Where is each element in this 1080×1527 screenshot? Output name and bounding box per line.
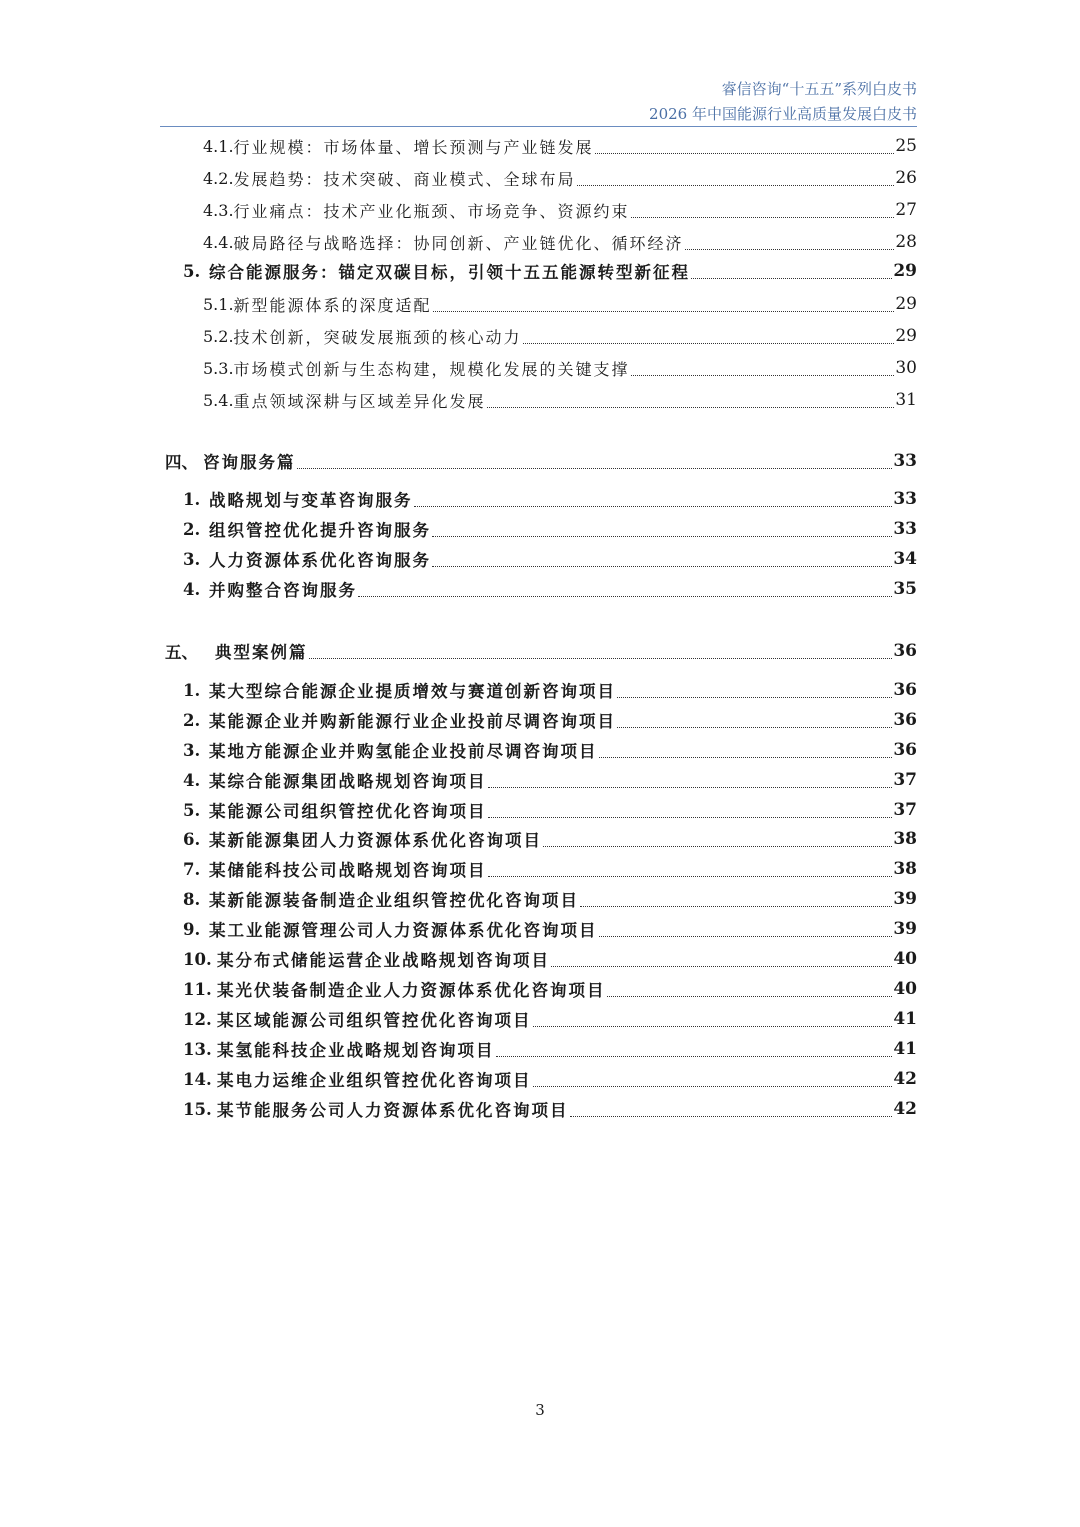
toc-dot-leader: [617, 697, 892, 698]
toc-dot-leader: [685, 249, 895, 250]
toc-entry-page: 29: [893, 261, 917, 281]
toc-entry-page: 29: [895, 326, 917, 346]
toc-entry[interactable]: [183, 1006, 917, 1032]
toc-entry[interactable]: [183, 576, 917, 602]
toc-entry-number: 5.3.: [203, 358, 234, 378]
toc-dot-leader: [523, 343, 895, 344]
toc-entry-page: 42: [893, 1099, 917, 1119]
toc-entry-title: 人力资源体系优化咨询服务: [209, 551, 431, 570]
toc-entry-number: 5.: [183, 800, 201, 820]
toc-entry-page: 40: [893, 949, 917, 969]
toc-dot-leader: [631, 375, 895, 376]
toc-entry[interactable]: [183, 516, 917, 542]
toc-entry[interactable]: [203, 355, 917, 381]
toc-entry[interactable]: [183, 546, 917, 572]
toc-entry-title: 某区域能源公司组织管控优化咨询项目: [217, 1011, 532, 1030]
toc-entry-number: 5.2.: [203, 326, 234, 346]
toc-entry-page: 41: [893, 1009, 917, 1029]
page-number: 3: [535, 1401, 545, 1419]
toc-dot-leader: [570, 1116, 893, 1117]
toc-entry-number: 4.1.: [203, 136, 234, 156]
toc-entry[interactable]: [183, 707, 917, 733]
toc-entry-title: 行业痛点：技术产业化瓶颈、市场竞争、资源约束: [233, 201, 630, 221]
toc-dot-leader: [543, 846, 892, 847]
toc-entry-page: 37: [893, 770, 917, 790]
toc-entry-number: 2.: [183, 519, 201, 539]
toc-entry[interactable]: [183, 1066, 917, 1092]
toc-entry-page: 38: [893, 859, 917, 879]
toc-entry-number: 五、: [165, 643, 198, 662]
toc-dot-leader: [533, 1086, 893, 1087]
toc-entry-number: 13.: [183, 1039, 212, 1059]
toc-dot-leader: [358, 596, 892, 597]
toc-entry[interactable]: [203, 197, 917, 223]
toc-entry[interactable]: [183, 856, 917, 882]
toc-entry-title: 组织管控优化提升咨询服务: [209, 521, 431, 540]
toc-entry-number: 5.4.: [203, 390, 234, 410]
toc-dot-leader: [691, 278, 892, 279]
toc-entry-title: 重点领域深耕与区域差异化发展: [233, 391, 486, 411]
toc-entry[interactable]: [183, 886, 917, 912]
toc-entry[interactable]: [183, 946, 917, 972]
toc-entry[interactable]: [203, 387, 917, 413]
toc-dot-leader: [414, 506, 893, 507]
toc-dot-leader: [551, 966, 892, 967]
toc-entry-page: 38: [893, 829, 917, 849]
toc-entry-title: 破局路径与战略选择：协同创新、产业链优化、循环经济: [233, 233, 684, 253]
toc-entry-number: 7.: [183, 859, 201, 879]
toc-entry-page: 31: [895, 390, 917, 410]
toc-entry-title: 某节能服务公司人力资源体系优化咨询项目: [217, 1101, 569, 1120]
toc-entry-number: 1.: [183, 680, 201, 700]
toc-entry-number: 9.: [183, 919, 201, 939]
toc-entry-number: 四、: [165, 453, 198, 472]
toc-entry-page: 36: [893, 710, 917, 730]
toc-entry-page: 26: [895, 168, 917, 188]
toc-entry-title: 某储能科技公司战略规划咨询项目: [209, 861, 487, 880]
toc-entry[interactable]: [183, 767, 917, 793]
toc-dot-leader: [599, 936, 893, 937]
toc-entry-title: 某大型综合能源企业提质增效与赛道创新咨询项目: [209, 682, 616, 701]
toc-dot-leader: [432, 536, 892, 537]
toc-dot-leader: [533, 1026, 893, 1027]
toc-dot-leader: [617, 727, 892, 728]
toc-dot-leader: [631, 217, 895, 218]
toc-entry-page: 33: [893, 451, 917, 471]
toc-entry[interactable]: [203, 133, 917, 159]
toc-dot-leader: [488, 817, 893, 818]
toc-entry[interactable]: [203, 165, 917, 191]
toc-dot-leader: [487, 407, 895, 408]
toc-entry-page: 36: [893, 680, 917, 700]
toc-entry-number: 5.: [183, 261, 201, 281]
toc-entry[interactable]: [203, 291, 917, 317]
toc-entry-number: 4.: [183, 770, 201, 790]
toc-entry[interactable]: [203, 229, 917, 255]
toc-entry[interactable]: [165, 448, 917, 474]
toc-entry[interactable]: [183, 677, 917, 703]
toc-entry-page: 25: [895, 136, 917, 156]
toc-entry-page: 35: [893, 579, 917, 599]
toc-entry-number: 4.2.: [203, 168, 234, 188]
toc-entry[interactable]: [183, 486, 917, 512]
toc-entry-number: 2.: [183, 710, 201, 730]
toc-entry-title: 咨询服务篇: [203, 453, 296, 472]
toc-entry[interactable]: [183, 976, 917, 1002]
toc-entry-page: 36: [893, 641, 917, 661]
toc-entry-number: 4.4.: [203, 232, 234, 252]
toc-entry-title: 发展趋势：技术突破、商业模式、全球布局: [233, 169, 576, 189]
toc-dot-leader: [297, 468, 893, 469]
toc-entry-title: 某分布式储能运营企业战略规划咨询项目: [217, 951, 550, 970]
toc-entry-number: 3.: [183, 549, 201, 569]
toc-entry[interactable]: [183, 1036, 917, 1062]
toc-entry-page: 29: [895, 294, 917, 314]
toc-entry-title: 某氢能科技企业战略规划咨询项目: [217, 1041, 495, 1060]
toc-entry-number: 11.: [183, 979, 212, 999]
toc-entry-number: 12.: [183, 1009, 212, 1029]
toc-entry[interactable]: [183, 1096, 917, 1122]
toc-entry-page: 33: [893, 489, 917, 509]
toc-dot-leader: [595, 153, 895, 154]
toc-entry-page: 39: [893, 889, 917, 909]
toc-entry-page: 34: [893, 549, 917, 569]
header-divider: [160, 126, 917, 127]
toc-entry-title: 某新能源装备制造企业组织管控优化咨询项目: [209, 891, 579, 910]
toc-dot-leader: [580, 906, 892, 907]
toc-entry-page: 33: [893, 519, 917, 539]
toc-entry-number: 3.: [183, 740, 201, 760]
toc-entry-page: 42: [893, 1069, 917, 1089]
toc-entry-number: 5.1.: [203, 294, 234, 314]
toc-entry-number: 6.: [183, 829, 201, 849]
toc-entry-number: 4.: [183, 579, 201, 599]
toc-entry-page: 39: [893, 919, 917, 939]
toc-entry[interactable]: [183, 737, 917, 763]
toc-dot-leader: [599, 757, 893, 758]
toc-entry-number: 1.: [183, 489, 201, 509]
toc-entry-title: 某工业能源管理公司人力资源体系优化咨询项目: [209, 921, 598, 940]
toc-entry[interactable]: [183, 826, 917, 852]
toc-entry-page: 27: [895, 200, 917, 220]
toc-entry-page: 40: [893, 979, 917, 999]
toc-entry[interactable]: [183, 797, 917, 823]
toc-entry-number: 14.: [183, 1069, 212, 1089]
toc-entry-page: 28: [895, 232, 917, 252]
toc-entry-title: 某电力运维企业组织管控优化咨询项目: [217, 1071, 532, 1090]
toc-entry-title: 技术创新，突破发展瓶颈的核心动力: [233, 327, 522, 347]
toc-entry[interactable]: [165, 638, 917, 664]
toc-dot-leader: [432, 566, 892, 567]
toc-entry-title: 综合能源服务：锚定双碳目标，引领十五五能源转型新征程: [209, 263, 690, 282]
toc-entry-number: 4.3.: [203, 200, 234, 220]
toc-dot-leader: [496, 1056, 893, 1057]
toc-entry-title: 某综合能源集团战略规划咨询项目: [209, 772, 487, 791]
toc-dot-leader: [607, 996, 893, 997]
toc-entry-number: 10.: [183, 949, 212, 969]
toc-entry-number: 8.: [183, 889, 201, 909]
toc-entry-title: 行业规模：市场体量、增长预测与产业链发展: [233, 137, 594, 157]
toc-dot-leader: [309, 658, 893, 659]
toc-entry-title: 某能源企业并购新能源行业企业投前尽调咨询项目: [209, 712, 616, 731]
toc-entry-title: 某光伏装备制造企业人力资源体系优化咨询项目: [217, 981, 606, 1000]
toc-entry-title: 某地方能源企业并购氢能企业投前尽调咨询项目: [209, 742, 598, 761]
toc-entry-page: 30: [895, 358, 917, 378]
toc-entry[interactable]: [183, 258, 917, 284]
toc-entry-title: 战略规划与变革咨询服务: [209, 491, 413, 510]
toc-entry-title: 新型能源体系的深度适配: [233, 295, 432, 315]
toc-entry[interactable]: [183, 916, 917, 942]
toc-dot-leader: [433, 311, 895, 312]
toc-dot-leader: [488, 787, 893, 788]
series-title: 睿信咨询“十五五”系列白皮书: [721, 80, 917, 98]
toc-entry-title: 市场模式创新与生态构建，规模化发展的关键支撑: [233, 359, 630, 379]
document-title: 2026 年中国能源行业高质量发展白皮书: [649, 105, 917, 123]
toc-dot-leader: [577, 185, 895, 186]
toc-dot-leader: [488, 876, 893, 877]
toc-entry-title: 某新能源集团人力资源体系优化咨询项目: [209, 831, 542, 850]
toc-entry[interactable]: [203, 323, 917, 349]
toc-entry-title: 某能源公司组织管控优化咨询项目: [209, 802, 487, 821]
toc-entry-title: 典型案例篇: [215, 643, 308, 662]
toc-entry-title: 并购整合咨询服务: [209, 581, 357, 600]
toc-entry-page: 37: [893, 800, 917, 820]
toc-entry-page: 36: [893, 740, 917, 760]
toc-entry-number: 15.: [183, 1099, 212, 1119]
toc-entry-page: 41: [893, 1039, 917, 1059]
